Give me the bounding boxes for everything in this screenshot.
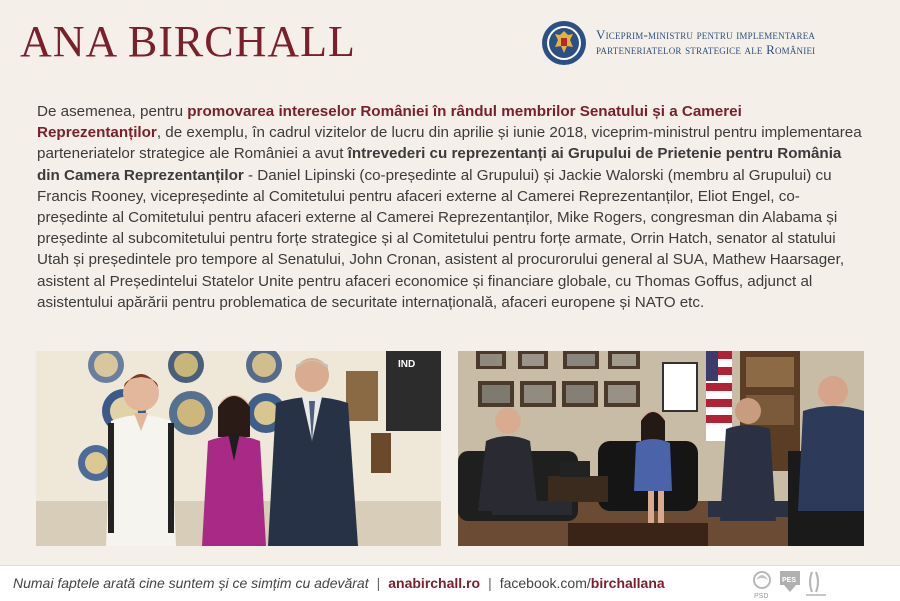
article-text-2: , de exemplu, în cadrul vizitelor de lucru din aprilie și iunie 2018, viceprim-ministrul pentru implementarea parteneriatelor strategice ale României a avut [37,124,862,163]
position-title-line1: Viceprim-ministru pentru implementarea [596,27,816,42]
article-text-1: De asemenea, pentru [37,103,188,120]
pes-logo-text: PES [782,577,797,584]
article-paragraph [37,101,867,313]
photo-meeting-image [458,351,864,546]
photo-delegation-image [36,351,441,546]
header [0,0,900,78]
facebook-handle: birchallana [590,575,665,591]
photo-meeting [458,351,864,546]
article-highlight-1: promovarea intereselor României în rândul membrilor Senatului și a Camerei Reprezentanților [37,103,742,142]
facebook-prefix: facebook.com/ [499,575,591,591]
brand-name: ANA BIRCHALL [20,17,356,66]
position-title [596,27,886,57]
emblem-logo-icon [806,572,826,596]
website-link[interactable]: anabirchall.ro [388,575,481,591]
footer-separator: | [376,575,381,591]
footer [0,565,900,601]
article-highlight-2: întrevederi cu reprezentanți ai Grupului de Prietenie pentru România din Camera Reprezentanților [37,145,842,184]
party-logos [750,568,860,600]
footer-separator-2: | [488,575,492,591]
article-text-3: - Daniel Lipinski (co-președinte al Grupului) și Jackie Walorski (membru al Grupului) cu Francis Rooney, vicepreședinte al Comitetului pentru afaceri externe al Camerei Reprezentanților, Eliot Engel, co-președinte al Comitetului pentru afaceri externe al Camerei Reprezentanților, Mike Rogers, congresman din Alabama și președinte al subcomitetului pentru forțe strategice și al Comitetului pentru forțe armate, Orrin Hatch, senator al statului Utah și președintele pro tempore al Senatului, John Cronan, asistent al procurorului general al SUA, Mathew Haarsager, asistent al Președintelui Statelor Unite pentru afaceri economice și financiare globale, cu Thomas Goffus, adjunct al asistentului apărării pentru problematica de securitate internațională, afaceri europene și NATO etc. [37,166,845,311]
sign-text: IND [398,359,416,370]
facebook-link[interactable] [500,575,665,591]
psd-logo-icon [754,572,770,600]
pes-logo-icon [780,571,800,592]
footer-line [13,575,665,591]
position-title-line2: parteneriatelor strategice ale României [596,42,816,57]
psd-logo-text: PSD [754,593,769,600]
government-seal-icon [541,20,587,66]
photo-delegation [36,351,441,546]
footer-tagline: Numai faptele arată cine suntem și ce simțim cu adevărat [13,575,369,591]
